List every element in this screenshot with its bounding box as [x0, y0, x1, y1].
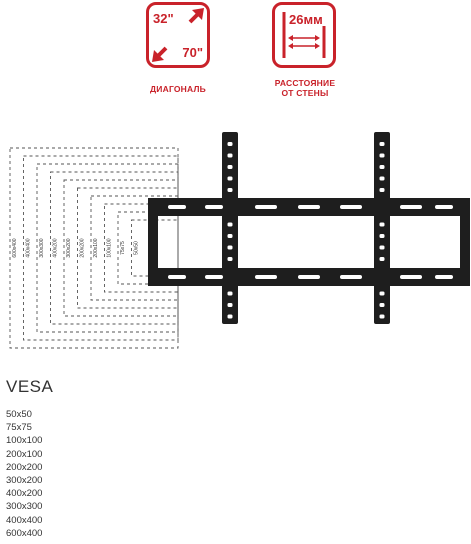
bracket-hole — [228, 234, 233, 238]
bracket-hole — [380, 234, 385, 238]
vesa-pattern-label: 200x100 — [93, 238, 99, 258]
diagonal-arrows-icon — [146, 2, 210, 68]
vesa-size-list — [6, 408, 42, 540]
bracket-hole — [228, 292, 233, 296]
diagonal-badge — [146, 2, 210, 68]
vesa-size-item: 50x50 — [6, 409, 32, 420]
wall-distance-caption — [262, 78, 348, 98]
diagonal-max-label: 70" — [182, 45, 203, 60]
wall-distance-caption-line1: РАССТОЯНИЕ — [274, 78, 336, 88]
vesa-pattern-label: 400x200 — [52, 238, 59, 258]
wall-distance-value: 26мм — [289, 12, 323, 27]
vesa-pattern-label: 50x50 — [133, 241, 140, 255]
vesa-size-item: 200x200 — [6, 461, 43, 473]
wall-distance-caption-line2: ОТ СТЕНЫ — [281, 88, 329, 98]
bracket-hole — [228, 188, 233, 192]
vesa-pattern-labels — [12, 238, 140, 257]
vesa-size-item: 300x300 — [6, 501, 43, 513]
wall-distance-badge — [272, 2, 336, 68]
bracket-hole — [228, 154, 233, 158]
diagonal-caption: ДИАГОНАЛЬ — [150, 84, 206, 94]
bracket-hole — [380, 292, 385, 296]
vesa-pattern-label: 600x400 — [12, 238, 18, 258]
bracket-hole — [380, 188, 385, 192]
vesa-pattern-label: 100x100 — [106, 238, 113, 258]
wall-mount-bracket — [148, 132, 470, 324]
distance-arrows-icon — [272, 2, 336, 68]
vesa-pattern-label: 200x200 — [79, 238, 86, 258]
bracket-hole — [380, 315, 385, 319]
bracket-hole — [380, 165, 385, 169]
vesa-pattern-label: 75x75 — [120, 241, 126, 255]
vesa-size-item: 75x75 — [6, 422, 32, 434]
bracket-hole — [380, 257, 385, 261]
bracket-slots — [168, 205, 453, 279]
bracket-hole — [380, 246, 385, 250]
vesa-size-item: 400x200 — [6, 488, 43, 500]
vesa-size-item: 300x200 — [6, 475, 43, 487]
vesa-pattern-label: 300x200 — [66, 238, 72, 258]
bracket-hole — [380, 223, 385, 227]
diagonal-min-label: 32" — [153, 11, 174, 26]
vesa-size-item: 400x400 — [6, 514, 43, 526]
vesa-pattern-label: 400x400 — [25, 238, 32, 258]
vesa-size-item: 100x100 — [6, 435, 43, 447]
bracket-hole — [380, 177, 385, 181]
bracket-hole — [228, 303, 233, 307]
vesa-pattern-label: 300x300 — [39, 238, 45, 258]
vesa-size-item: 200x100 — [6, 448, 43, 460]
bracket-holes — [228, 142, 385, 319]
bracket-hole — [380, 154, 385, 158]
bracket-hole — [228, 257, 233, 261]
vesa-size-item: 600x400 — [6, 527, 43, 539]
bracket-hole — [228, 246, 233, 250]
bracket-hole — [380, 142, 385, 146]
bracket-hole — [228, 142, 233, 146]
bracket-hole — [228, 165, 233, 169]
bracket-hole — [228, 223, 233, 227]
vesa-title: VESA — [6, 377, 54, 396]
bracket-hole — [380, 303, 385, 307]
vesa-mount-diagram — [0, 128, 471, 368]
bracket-hole — [228, 315, 233, 319]
bracket-hole — [228, 177, 233, 181]
